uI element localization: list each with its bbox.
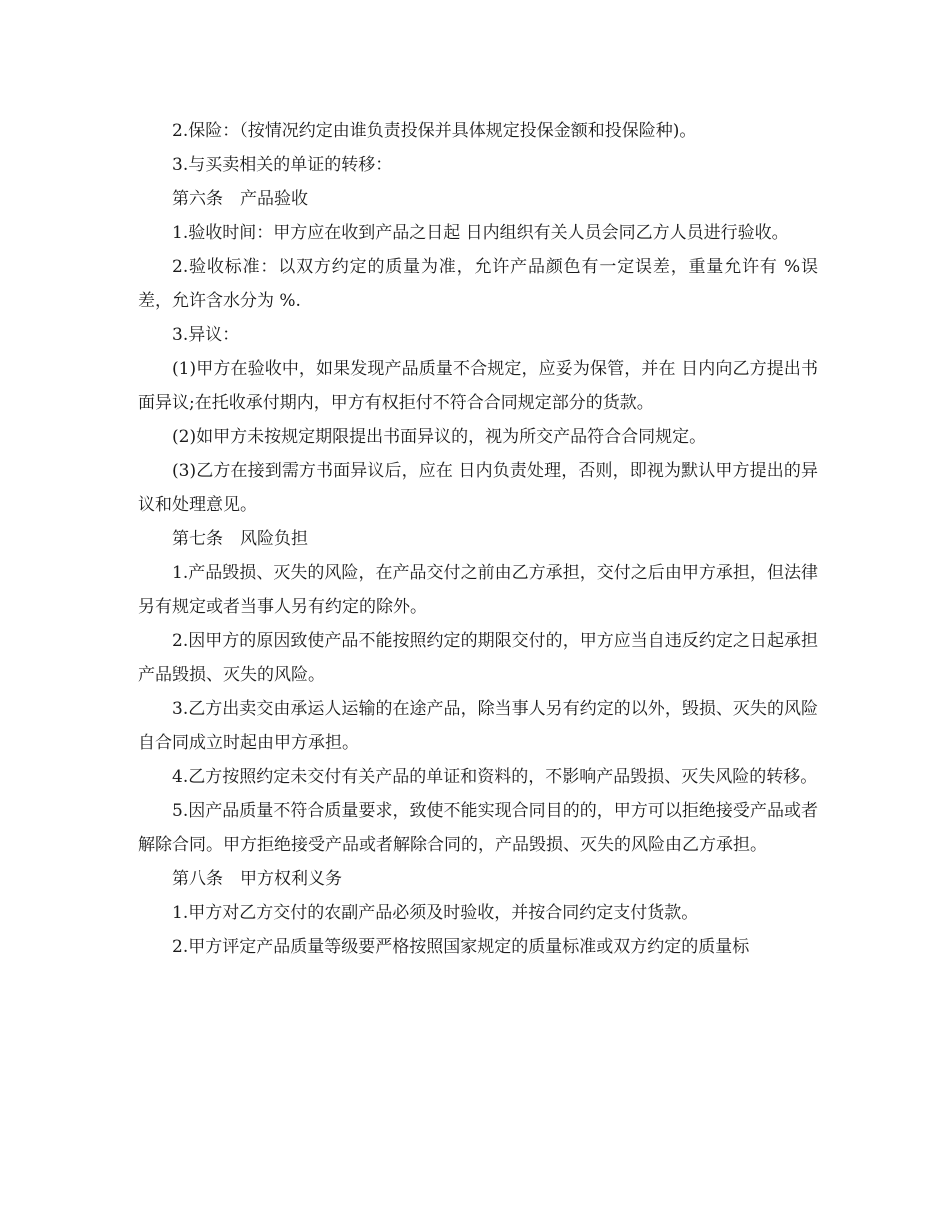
paragraph-objection: 3.异议： [172,325,240,345]
paragraph-documents-transfer: 3.与买卖相关的单证的转移： [172,155,393,175]
paragraph-risk-5: 5.因产品质量不符合质量要求，致使不能实现合同目的的，甲方可以拒绝接受产品或者解除合同。甲方拒绝接受产品或者解除合同的，产品毁损、灭失的风险由乙方承担。 [138,801,818,855]
document-body [138,114,818,964]
heading-article-6: 第六条 产品验收 [172,189,308,209]
paragraph-inspection-standard: 2.验收标准：以双方约定的质量为准，允许产品颜色有一定误差，重量允许有 %误差，允许含水分为 %. [138,257,818,311]
paragraph-buyer-duty-2: 2.甲方评定产品质量等级要严格按照国家规定的质量标准或双方约定的质量标 [172,937,750,957]
paragraph-insurance: 2.保险：（按情况约定由谁负责投保并具体规定投保金额和投保险种)。 [172,121,697,141]
paragraph-objection-1: (1)甲方在验收中，如果发现产品质量不合规定，应妥为保管，并在 日内向乙方提出书面异议;在托收承付期内，甲方有权拒付不符合合同规定部分的货款。 [138,359,818,413]
paragraph-objection-3: (3)乙方在接到需方书面异议后，应在 日内负责处理，否则，即视为默认甲方提出的异议和处理意见。 [138,461,818,515]
heading-article-8: 第八条 甲方权利义务 [172,869,342,889]
paragraph-risk-1: 1.产品毁损、灭失的风险，在产品交付之前由乙方承担，交付之后由甲方承担，但法律另有规定或者当事人另有约定的除外。 [138,563,818,617]
paragraph-inspection-time: 1.验收时间：甲方应在收到产品之日起 日内组织有关人员会同乙方人员进行验收。 [172,223,789,243]
paragraph-buyer-duty-1: 1.甲方对乙方交付的农副产品必须及时验收，并按合同约定支付货款。 [172,903,699,923]
paragraph-risk-3: 3.乙方出卖交由承运人运输的在途产品，除当事人另有约定的以外，毁损、灭失的风险自合同成立时起由甲方承担。 [138,699,818,753]
heading-article-7: 第七条 风险负担 [172,529,308,549]
paragraph-objection-2: (2)如甲方未按规定期限提出书面异议的，视为所交产品符合合同规定。 [172,427,707,447]
paragraph-risk-4: 4.乙方按照约定未交付有关产品的单证和资料的，不影响产品毁损、灭失风险的转移。 [172,767,818,787]
paragraph-risk-2: 2.因甲方的原因致使产品不能按照约定的期限交付的，甲方应当自违反约定之日起承担产品毁损、灭失的风险。 [138,631,818,685]
